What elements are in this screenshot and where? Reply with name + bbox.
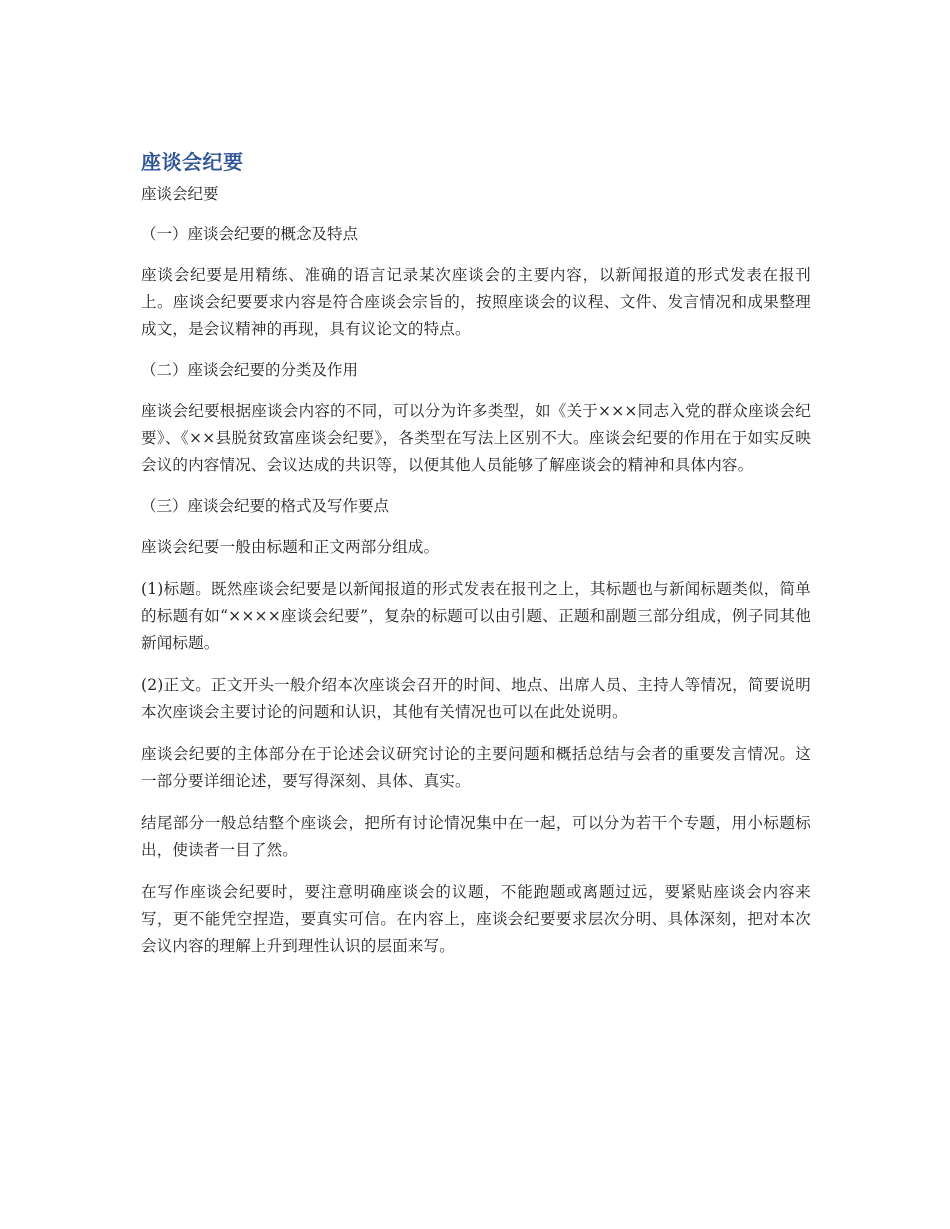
- document-body: [141, 148, 811, 975]
- paragraph-ending: 结尾部分一般总结整个座谈会，把所有讨论情况集中在一起，可以分为若干个专题，用小标题标出，使读者一目了然。: [141, 814, 811, 859]
- paragraph-body-opening: (2)正文。正文开头一般介绍本次座谈会召开的时间、地点、出席人员、主持人等情况，简要说明本次座谈会主要讨论的问题和认识，其他有关情况也可以在此处说明。: [141, 676, 811, 721]
- section-heading-format: （三）座谈会纪要的格式及写作要点: [141, 497, 390, 515]
- paragraph-writing-tips: 在写作座谈会纪要时，要注意明确座谈会的议题，不能跑题或离题过远，要紧贴座谈会内容来写，更不能凭空捏造，要真实可信。在内容上，座谈会纪要要求层次分明、具体深刻，把对本次会议内容的理解上升到理性认识的层面来写。: [141, 883, 811, 955]
- section-heading-concept: （一）座谈会纪要的概念及特点: [141, 225, 359, 243]
- document-title: 座谈会纪要: [141, 150, 244, 174]
- paragraph-concept: 座谈会纪要是用精练、准确的语言记录某次座谈会的主要内容，以新闻报道的形式发表在报刊上。座谈会纪要要求内容是符合座谈会宗旨的，按照座谈会的议程、文件、发言情况和成果整理成文，是会议精神的再现，具有议论文的特点。: [141, 266, 811, 338]
- paragraph-classification: 座谈会纪要根据座谈会内容的不同，可以分为许多类型，如《关于×××同志入党的群众座谈会纪要》、《××县脱贫致富座谈会纪要》，各类型在写法上区别不大。座谈会纪要的作用在于如实反映会议的内容情况、会议达成的共识等，以便其他人员能够了解座谈会的精神和具体内容。: [141, 402, 811, 474]
- paragraph-title-rules: (1)标题。既然座谈会纪要是以新闻报道的形式发表在报刊之上，其标题也与新闻标题类似，简单的标题有如“××××座谈会纪要”，复杂的标题可以由引题、正题和副题三部分组成，例子同其他新闻标题。: [141, 580, 811, 652]
- document-subtitle: 座谈会纪要: [141, 185, 219, 203]
- section-heading-classification: （二）座谈会纪要的分类及作用: [141, 361, 359, 379]
- paragraph-composition: 座谈会纪要一般由标题和正文两部分组成。: [141, 538, 440, 556]
- paragraph-body-main: 座谈会纪要的主体部分在于论述会议研究讨论的主要问题和概括总结与会者的重要发言情况。这一部分要详细论述，要写得深刻、具体、真实。: [141, 745, 811, 790]
